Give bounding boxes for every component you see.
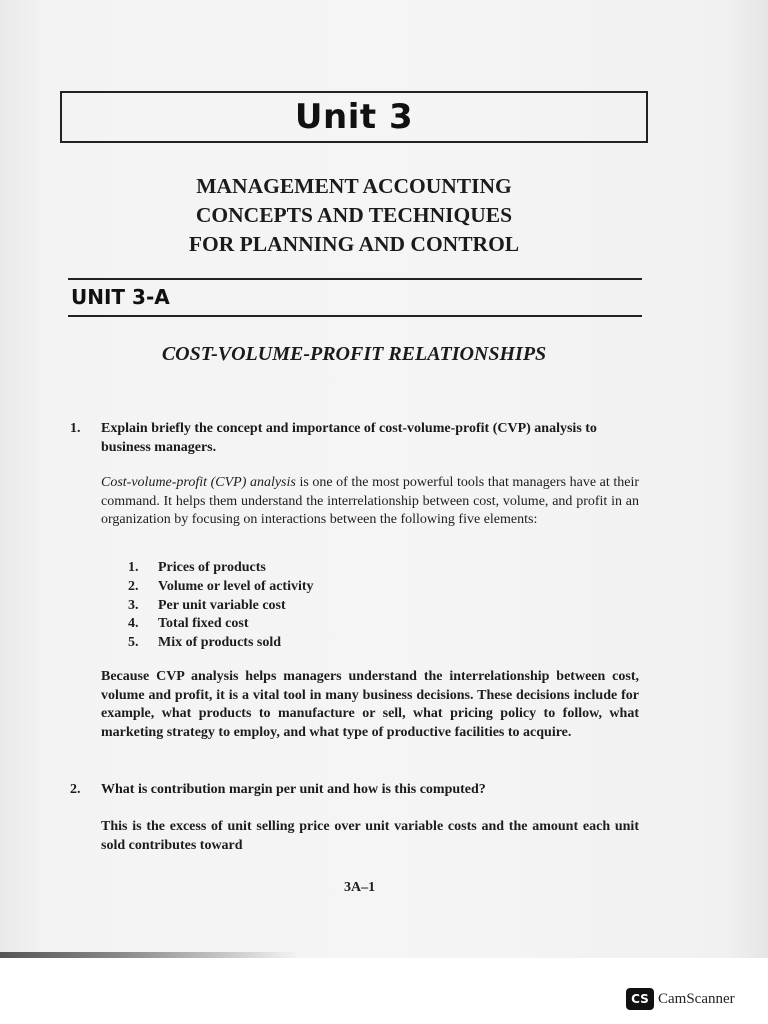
section-title: COST-VOLUME-PROFIT RELATIONSHIPS xyxy=(161,343,547,365)
answer-1-text: is one of the most powerful tools that managers have at their command. It helps them understand the interrelationship between cost, volume, and profit in an organization by focusing on interactions between the following five elements: xyxy=(101,475,639,527)
answer-1-paragraph xyxy=(101,474,639,530)
camscanner-label: CamScanner xyxy=(658,990,735,1007)
scan-edge-shadow xyxy=(0,952,300,958)
list-item xyxy=(128,615,314,634)
question-2-number: 2. xyxy=(70,782,81,797)
list-item-number: 4. xyxy=(128,616,139,632)
question-1-text: Explain briefly the concept and importance of cost-volume-profit (CVP) analysis to business managers. xyxy=(101,421,597,455)
list-item-label: Mix of products sold xyxy=(158,635,282,651)
subunit-bottom-rule xyxy=(68,315,642,317)
list-item xyxy=(128,559,314,578)
camscanner-watermark xyxy=(626,988,735,1010)
unit-title-box xyxy=(60,91,648,143)
chapter-heading-line-3: FOR PLANNING AND CONTROL xyxy=(188,232,520,256)
list-item-label: Volume or level of activity xyxy=(158,578,314,594)
question-2-text: What is contribution margin per unit and how is this computed? xyxy=(101,782,486,797)
list-item-label: Total fixed cost xyxy=(158,616,249,632)
subunit-label: UNIT 3-A xyxy=(71,285,170,309)
list-item xyxy=(128,634,314,653)
answer-2-paragraph: This is the excess of unit selling price over unit variable costs and the amount each unit sold contributes toward xyxy=(101,819,639,853)
elements-list xyxy=(128,559,314,653)
page-number: 3A–1 xyxy=(344,880,376,895)
unit-title: Unit 3 xyxy=(294,97,414,137)
list-item-label: Prices of products xyxy=(158,560,266,575)
chapter-heading xyxy=(100,172,608,259)
chapter-heading-line-1: MANAGEMENT ACCOUNTING xyxy=(196,174,512,198)
chapter-heading-line-2: CONCEPTS AND TECHNIQUES xyxy=(195,203,513,227)
list-item xyxy=(128,597,314,616)
answer-1-conclusion: Because CVP analysis helps managers understand the interrelationship between cost, volume and profit, it is a vital tool in many business decisions. These decisions include for example, what products to manufacture or sell, what pricing policy to follow, what marketing strategy to employ, and what type of productive facilities to acquire. xyxy=(101,669,639,740)
list-item-number: 1. xyxy=(128,560,139,575)
list-item-number: 3. xyxy=(128,597,139,613)
subunit-top-rule xyxy=(68,278,642,280)
list-item-number: 5. xyxy=(128,635,139,651)
list-item-number: 2. xyxy=(128,578,139,594)
question-1-number: 1. xyxy=(70,421,81,436)
camscanner-logo-icon: CS xyxy=(626,988,654,1010)
list-item-label: Per unit variable cost xyxy=(158,597,286,613)
list-item xyxy=(128,578,314,597)
answer-1-term: Cost-volume-profit (CVP) analysis xyxy=(101,475,296,490)
